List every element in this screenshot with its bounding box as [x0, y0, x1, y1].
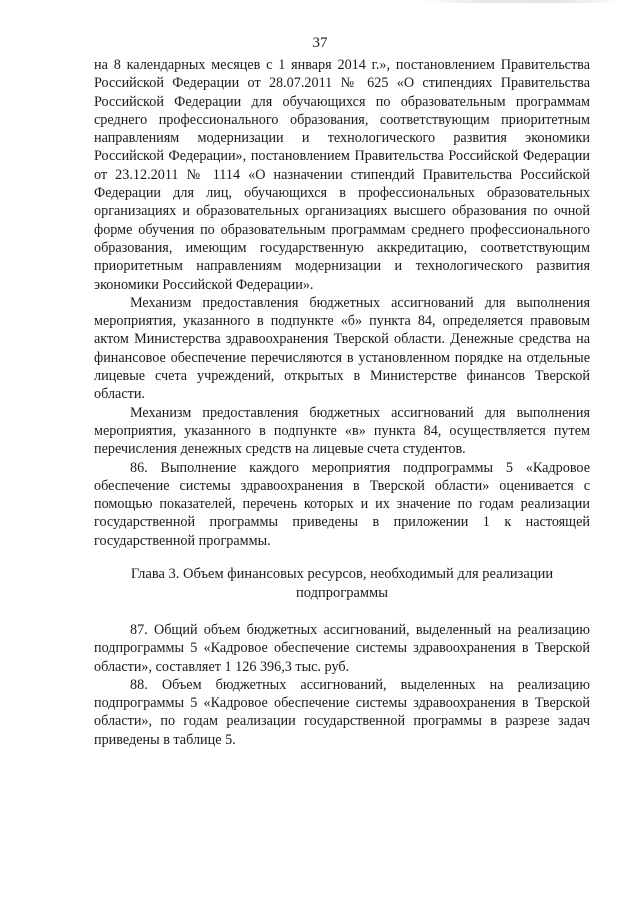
- paragraph-continuation: на 8 календарных месяцев с 1 января 2014 г.», постановлением Правительства Российской Федерации от 28.07.2011 № 625 «О стипендиях Правительства Российской Федерации для обучающихся по образовательным программам среднего профессионального образования, соответствующим приоритетным направлениям модернизации и технологического развития экономики Российской Федерации», постановлением Правительства Российской Федерации от 23.12.2011 № 1114 «О назначении стипендий Правительства Российской Федерации для лиц, обучающихся в профессиональных образовательных организациях и образовательных организациях высшего образования по очной форме обучения по образовательным программам среднего профессионального образования, имеющим государственную аккредитацию, соответствующим приоритетным направлениям модернизации и технологического развития экономики Российской Федерации».: [94, 57, 590, 293]
- paragraph-87: 87. Общий объем бюджетных ассигнований, выделенный на реализацию подпрограммы 5 «Кадровое обеспечение системы здравоохранения в Тверской области», составляет 1 126 396,3 тыс. руб.: [94, 622, 590, 675]
- page-number: 37: [312, 35, 328, 51]
- scan-artifact: [420, 0, 620, 3]
- paragraph-mechanism-v: Механизм предоставления бюджетных ассигнований для выполнения мероприятия, указанного в подпункте «в» пункта 84, осуществляется путем перечисления денежных средств на лицевые счета студентов.: [94, 404, 590, 458]
- chapter-heading-line2: подпрограммы: [296, 584, 388, 601]
- paragraph-88: 88. Объем бюджетных ассигнований, выделенных на реализацию подпрограммы 5 «Кадровое обеспечение системы здравоохранения в Тверской области», по годам реализации государственной программы в разрезе задач приведены в таблице 5.: [94, 676, 590, 748]
- paragraph-86: 86. Выполнение каждого мероприятия подпрограммы 5 «Кадровое обеспечение системы здравоохранения в Тверской области» оценивается с помощью показателей, перечень которых и их значение по годам реализации государственной программы приведены в приложении 1 к настоящей государственной программы.: [94, 459, 590, 549]
- chapter-heading-line1: Глава 3. Объем финансовых ресурсов, необходимый для реализации: [130, 566, 554, 582]
- chapter-heading: [94, 565, 590, 602]
- text-block-upper: [94, 56, 590, 550]
- text-block-lower: [94, 621, 590, 749]
- paragraph-mechanism-b: Механизм предоставления бюджетных ассигнований для выполнения мероприятия, указанного в подпункте «б» пункта 84, определяется правовым актом Министерства здравоохранения Тверской области. Денежные средства на финансовое обеспечение перечисляются в установленном порядке на отдельные лицевые счета учреждений, открытых в Министерстве финансов Тверской области.: [94, 294, 590, 403]
